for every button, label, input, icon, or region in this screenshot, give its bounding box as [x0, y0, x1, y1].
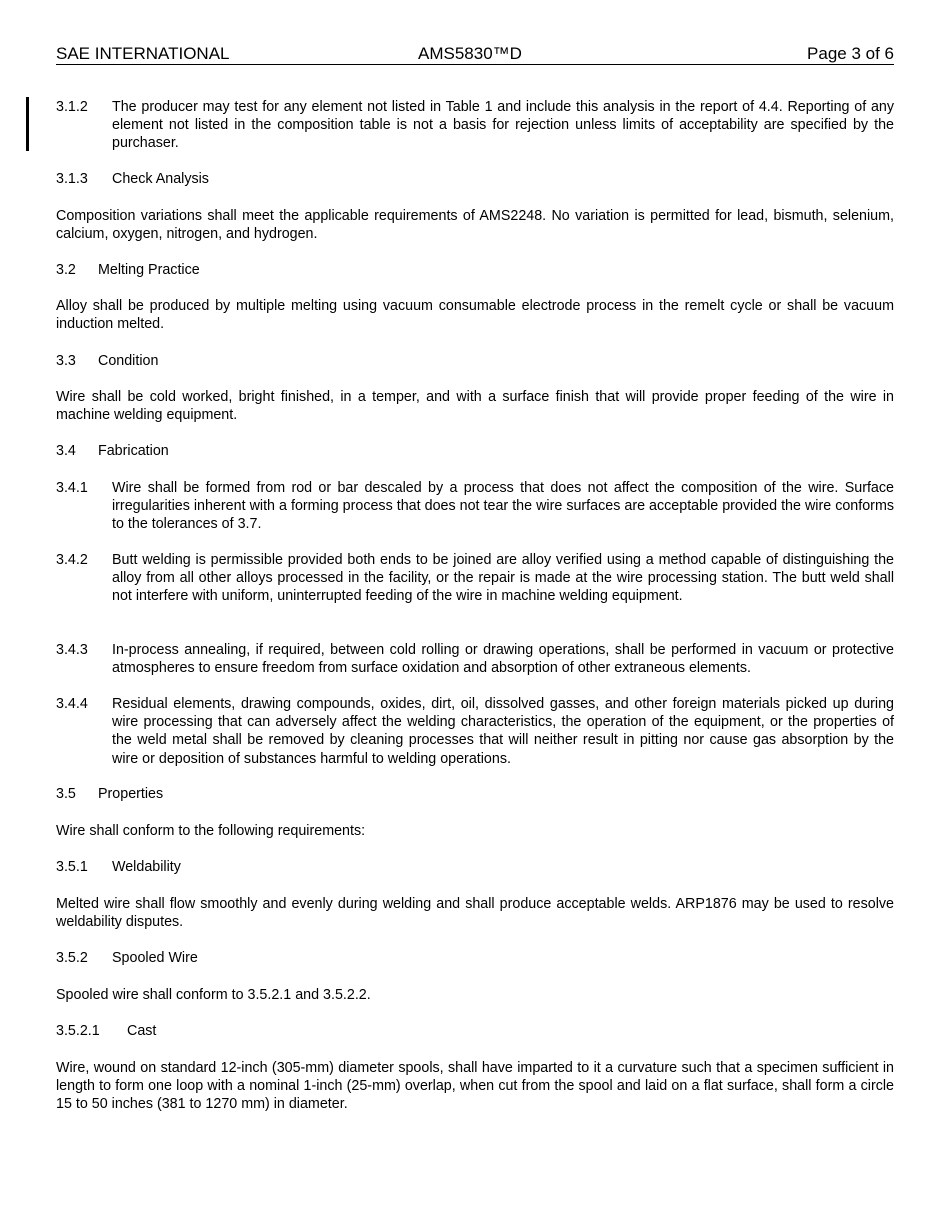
section-3-5-2-text: Spooled wire shall conform to 3.5.2.1 and 3.5.2.2. [56, 987, 371, 1003]
section-3-4-2 [56, 551, 894, 625]
section-text: In-process annealing, if required, between cold rolling or drawing operations, shall be performed in vacuum or protective atmospheres to ensure freedom from surface oxidation and absorption of other extraneous elements. [112, 642, 894, 677]
section-number: 3.5.2.1 [56, 1023, 100, 1039]
section-number: 3.4.3 [56, 642, 88, 658]
section-3-4-4 [56, 695, 894, 769]
section-number: 3.1.2 [56, 99, 88, 115]
section-number: 3.5.2 [56, 950, 88, 966]
section-title: Fabrication [98, 443, 169, 459]
section-3-3-heading [56, 352, 894, 372]
section-title: Cast [127, 1023, 157, 1039]
section-text: The producer may test for any element not listed in Table 1 and include this analysis in the report of 4.4. Reporting of any element not listed in the composition table is not a basis for rejection unless limits of acceptability are specified by the purchaser. [112, 99, 894, 152]
section-3-5-2-1-heading [56, 1022, 894, 1042]
page-header [56, 44, 894, 65]
section-3-1-3-text: Composition variations shall meet the applicable requirements of AMS2248. No variation is permitted for lead, bismuth, selenium, calcium, oxygen, nitrogen, and hydrogen. [56, 208, 894, 243]
section-3-5-2-1-text: Wire, wound on standard 12-inch (305-mm) diameter spools, shall have imparted to it a curvature such that a specimen sufficient in length to form one loop with a nominal 1-inch (25-mm) overlap, when cut from the spool and laid on a flat surface, shall form a circle 15 to 50 inches (381 to 1270 mm) in diameter. [56, 1060, 894, 1113]
section-title: Melting Practice [98, 262, 200, 278]
section-3-5-1-text: Melted wire shall flow smoothly and evenly during welding and shall produce acceptable welds. ARP1876 may be used to resolve weldability disputes. [56, 896, 894, 931]
section-3-5-2-heading [56, 949, 894, 969]
section-number: 3.5.1 [56, 859, 88, 875]
section-number: 3.4.1 [56, 480, 88, 496]
page-number: Page 3 of 6 [807, 44, 894, 63]
section-title: Weldability [112, 859, 181, 875]
section-title: Properties [98, 786, 164, 802]
section-title: Condition [98, 353, 159, 369]
section-title: Check Analysis [112, 171, 209, 187]
section-number: 3.4 [56, 443, 76, 459]
section-3-2-heading [56, 261, 894, 281]
section-3-5-1-heading [56, 858, 894, 878]
section-text: Wire shall be formed from rod or bar descaled by a process that does not affect the composition of the wire. Surface irregularities inherent with a forming process that does not tear the wire surfaces are acceptable provided the wire conforms to the tolerances of 3.7. [112, 480, 894, 533]
section-3-1-2 [56, 98, 894, 154]
section-3-4-1 [56, 479, 894, 535]
section-title: Spooled Wire [112, 950, 198, 966]
section-3-4-heading [56, 442, 894, 462]
section-3-5-heading [56, 785, 894, 805]
section-3-2-text: Alloy shall be produced by multiple melting using vacuum consumable electrode process in the remelt cycle or shall be vacuum induction melted. [56, 298, 894, 333]
section-text: Residual elements, drawing compounds, oxides, dirt, oil, dissolved gasses, and other foreign materials picked up during wire processing that can adversely affect the welding characteristics, the operation of the equipment, or the properties of the weld metal shall be removed by cleaning processes that will neither result in pitting nor cause gas absorption by the wire or deposition of substances harmful to welding operations. [112, 696, 894, 767]
section-text: Butt welding is permissible provided both ends to be joined are alloy verified using a method capable of distinguishing the alloy from all other alloys processed in the facility, or the repair is made at the wire processing station. The butt weld shall not interfere with uniform, uninterrupted feeding of the wire in machine welding equipment. [112, 552, 894, 605]
document-id: AMS5830™D [418, 44, 522, 63]
section-3-5-text: Wire shall conform to the following requirements: [56, 823, 366, 839]
section-number: 3.3 [56, 353, 76, 369]
revision-change-bar [26, 97, 29, 151]
section-3-4-3 [56, 641, 894, 679]
section-number: 3.1.3 [56, 171, 88, 187]
section-3-3-text: Wire shall be cold worked, bright finished, in a temper, and with a surface finish that will provide proper feeding of the wire in machine welding equipment. [56, 389, 894, 424]
section-number: 3.4.2 [56, 552, 88, 568]
section-number: 3.5 [56, 786, 76, 802]
section-number: 3.2 [56, 262, 76, 278]
section-number: 3.4.4 [56, 696, 88, 712]
section-3-1-3-heading [56, 170, 894, 190]
org-name: SAE INTERNATIONAL [56, 44, 230, 63]
